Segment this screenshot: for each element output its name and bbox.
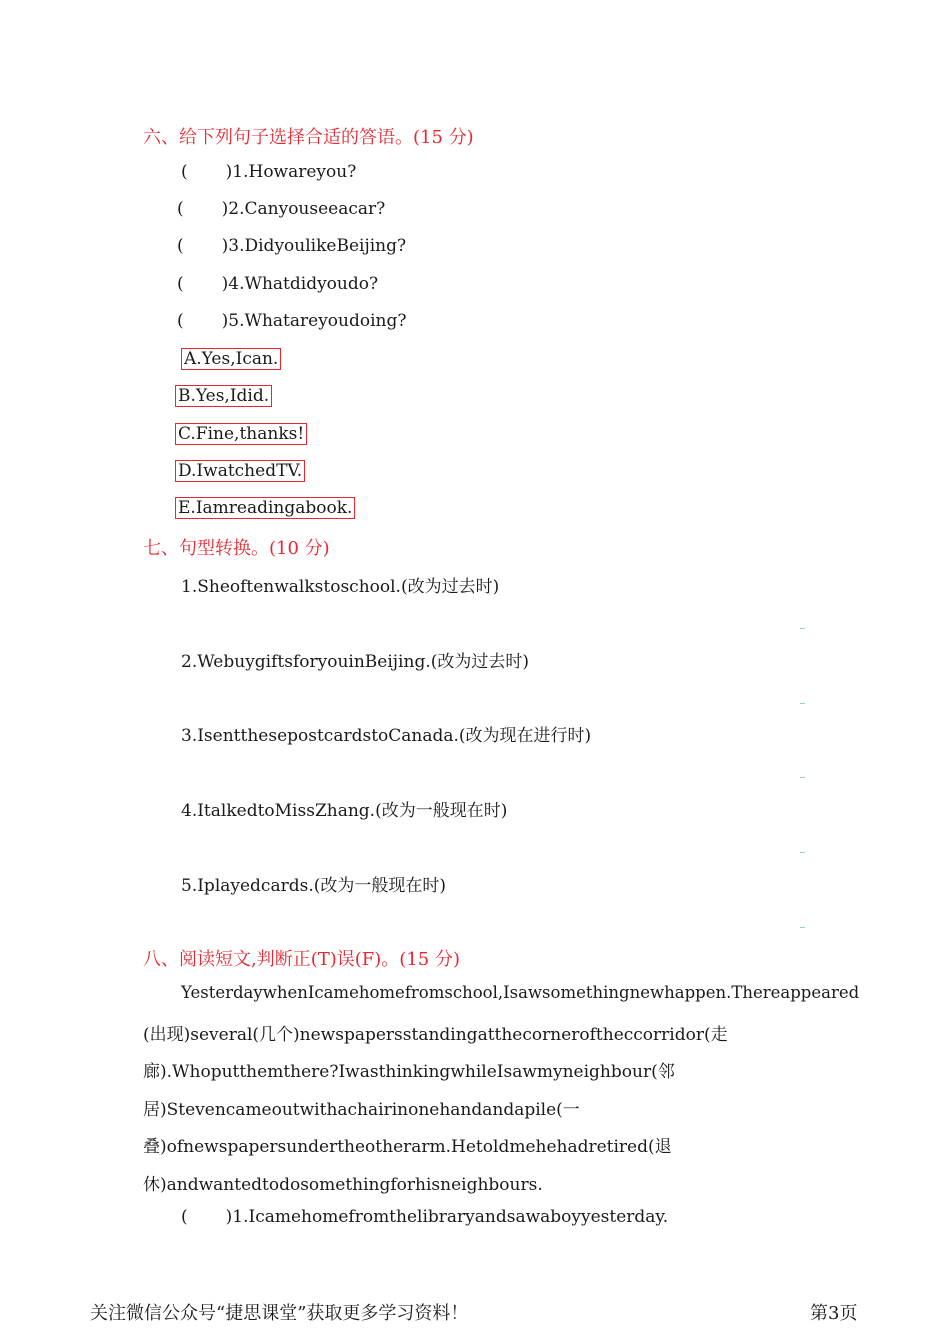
passage-line-5: 叠)ofnewspapersundertheotherarm.Hetoldmehehadretired(退 [143, 1137, 672, 1157]
paren-open: ( [181, 1207, 188, 1227]
question-6-3 [177, 236, 406, 256]
paren-open: ( [177, 274, 184, 294]
question-6-2 [177, 199, 385, 219]
transform-item-5: 5.Iplayedcards.(改为一般现在时) [181, 876, 446, 896]
question-text: )2.Canyouseeacar? [221, 199, 386, 219]
paren-open: ( [177, 199, 184, 219]
paren-open: ( [181, 162, 188, 182]
option-c: C.Fine,thanks! [175, 423, 307, 445]
section8-heading: 八、阅读短文,判断正(T)误(F)。(15 分) [143, 949, 460, 970]
transform-item-1: 1.Sheoftenwalkstoschool.(改为过去时) [181, 577, 500, 597]
passage-line-2: (出现)several(几个)newspapersstandingatthecorneroftheccorridor(走 [143, 1025, 728, 1045]
footer-promo: 关注微信公众号“捷思课堂”获取更多学习资料！ [90, 1303, 469, 1324]
question-text: )5.Whatareyoudoing? [221, 311, 407, 331]
question-6-4 [177, 274, 378, 294]
question-8-1 [181, 1207, 668, 1227]
question-6-1 [181, 162, 356, 182]
section6-heading: 六、给下列句子选择合适的答语。(15 分) [143, 127, 474, 148]
option-e: E.Iamreadingabook. [175, 497, 355, 519]
question-6-5 [177, 311, 407, 331]
answer-line-marker [800, 777, 805, 778]
answer-line-marker [800, 628, 805, 629]
passage-line-4: 居)Stevencameoutwithachairinonehandandapile(一 [143, 1100, 580, 1120]
transform-item-3: 3.IsentthesepostcardstoCanada.(改为现在进行时) [181, 726, 592, 746]
option-a: A.Yes,Ican. [181, 348, 281, 370]
question-text: )4.Whatdidyoudo? [221, 274, 379, 294]
paren-open: ( [177, 236, 184, 256]
option-b: B.Yes,Idid. [175, 385, 272, 407]
answer-line-marker [800, 852, 805, 853]
section7-heading: 七、句型转换。(10 分) [143, 538, 330, 559]
passage-line-1: YesterdaywhenIcamehomefromschool,Isawsomethingnewhappen.Thereappeared [181, 983, 860, 1002]
answer-line-marker [800, 703, 805, 704]
question-text: )1.Howareyou? [225, 162, 357, 182]
paren-open: ( [177, 311, 184, 331]
option-d: D.IwatchedTV. [175, 460, 305, 482]
transform-item-2: 2.WebuygiftsforyouinBeijing.(改为过去时) [181, 652, 529, 672]
passage-line-6: 休)andwantedtodosomethingforhisneighbours. [143, 1175, 543, 1195]
page-number: 第3页 [810, 1303, 858, 1324]
passage-line-3: 廊).Whoputthemthere?IwasthinkingwhileIsawmyneighbour(邻 [143, 1062, 675, 1082]
transform-item-4: 4.ItalkedtoMissZhang.(改为一般现在时) [181, 801, 508, 821]
question-text: )3.DidyoulikeBeijing? [221, 236, 407, 256]
answer-line-marker [800, 927, 805, 928]
question-text: )1.Icamehomefromthelibraryandsawaboyyesterday. [225, 1207, 669, 1227]
